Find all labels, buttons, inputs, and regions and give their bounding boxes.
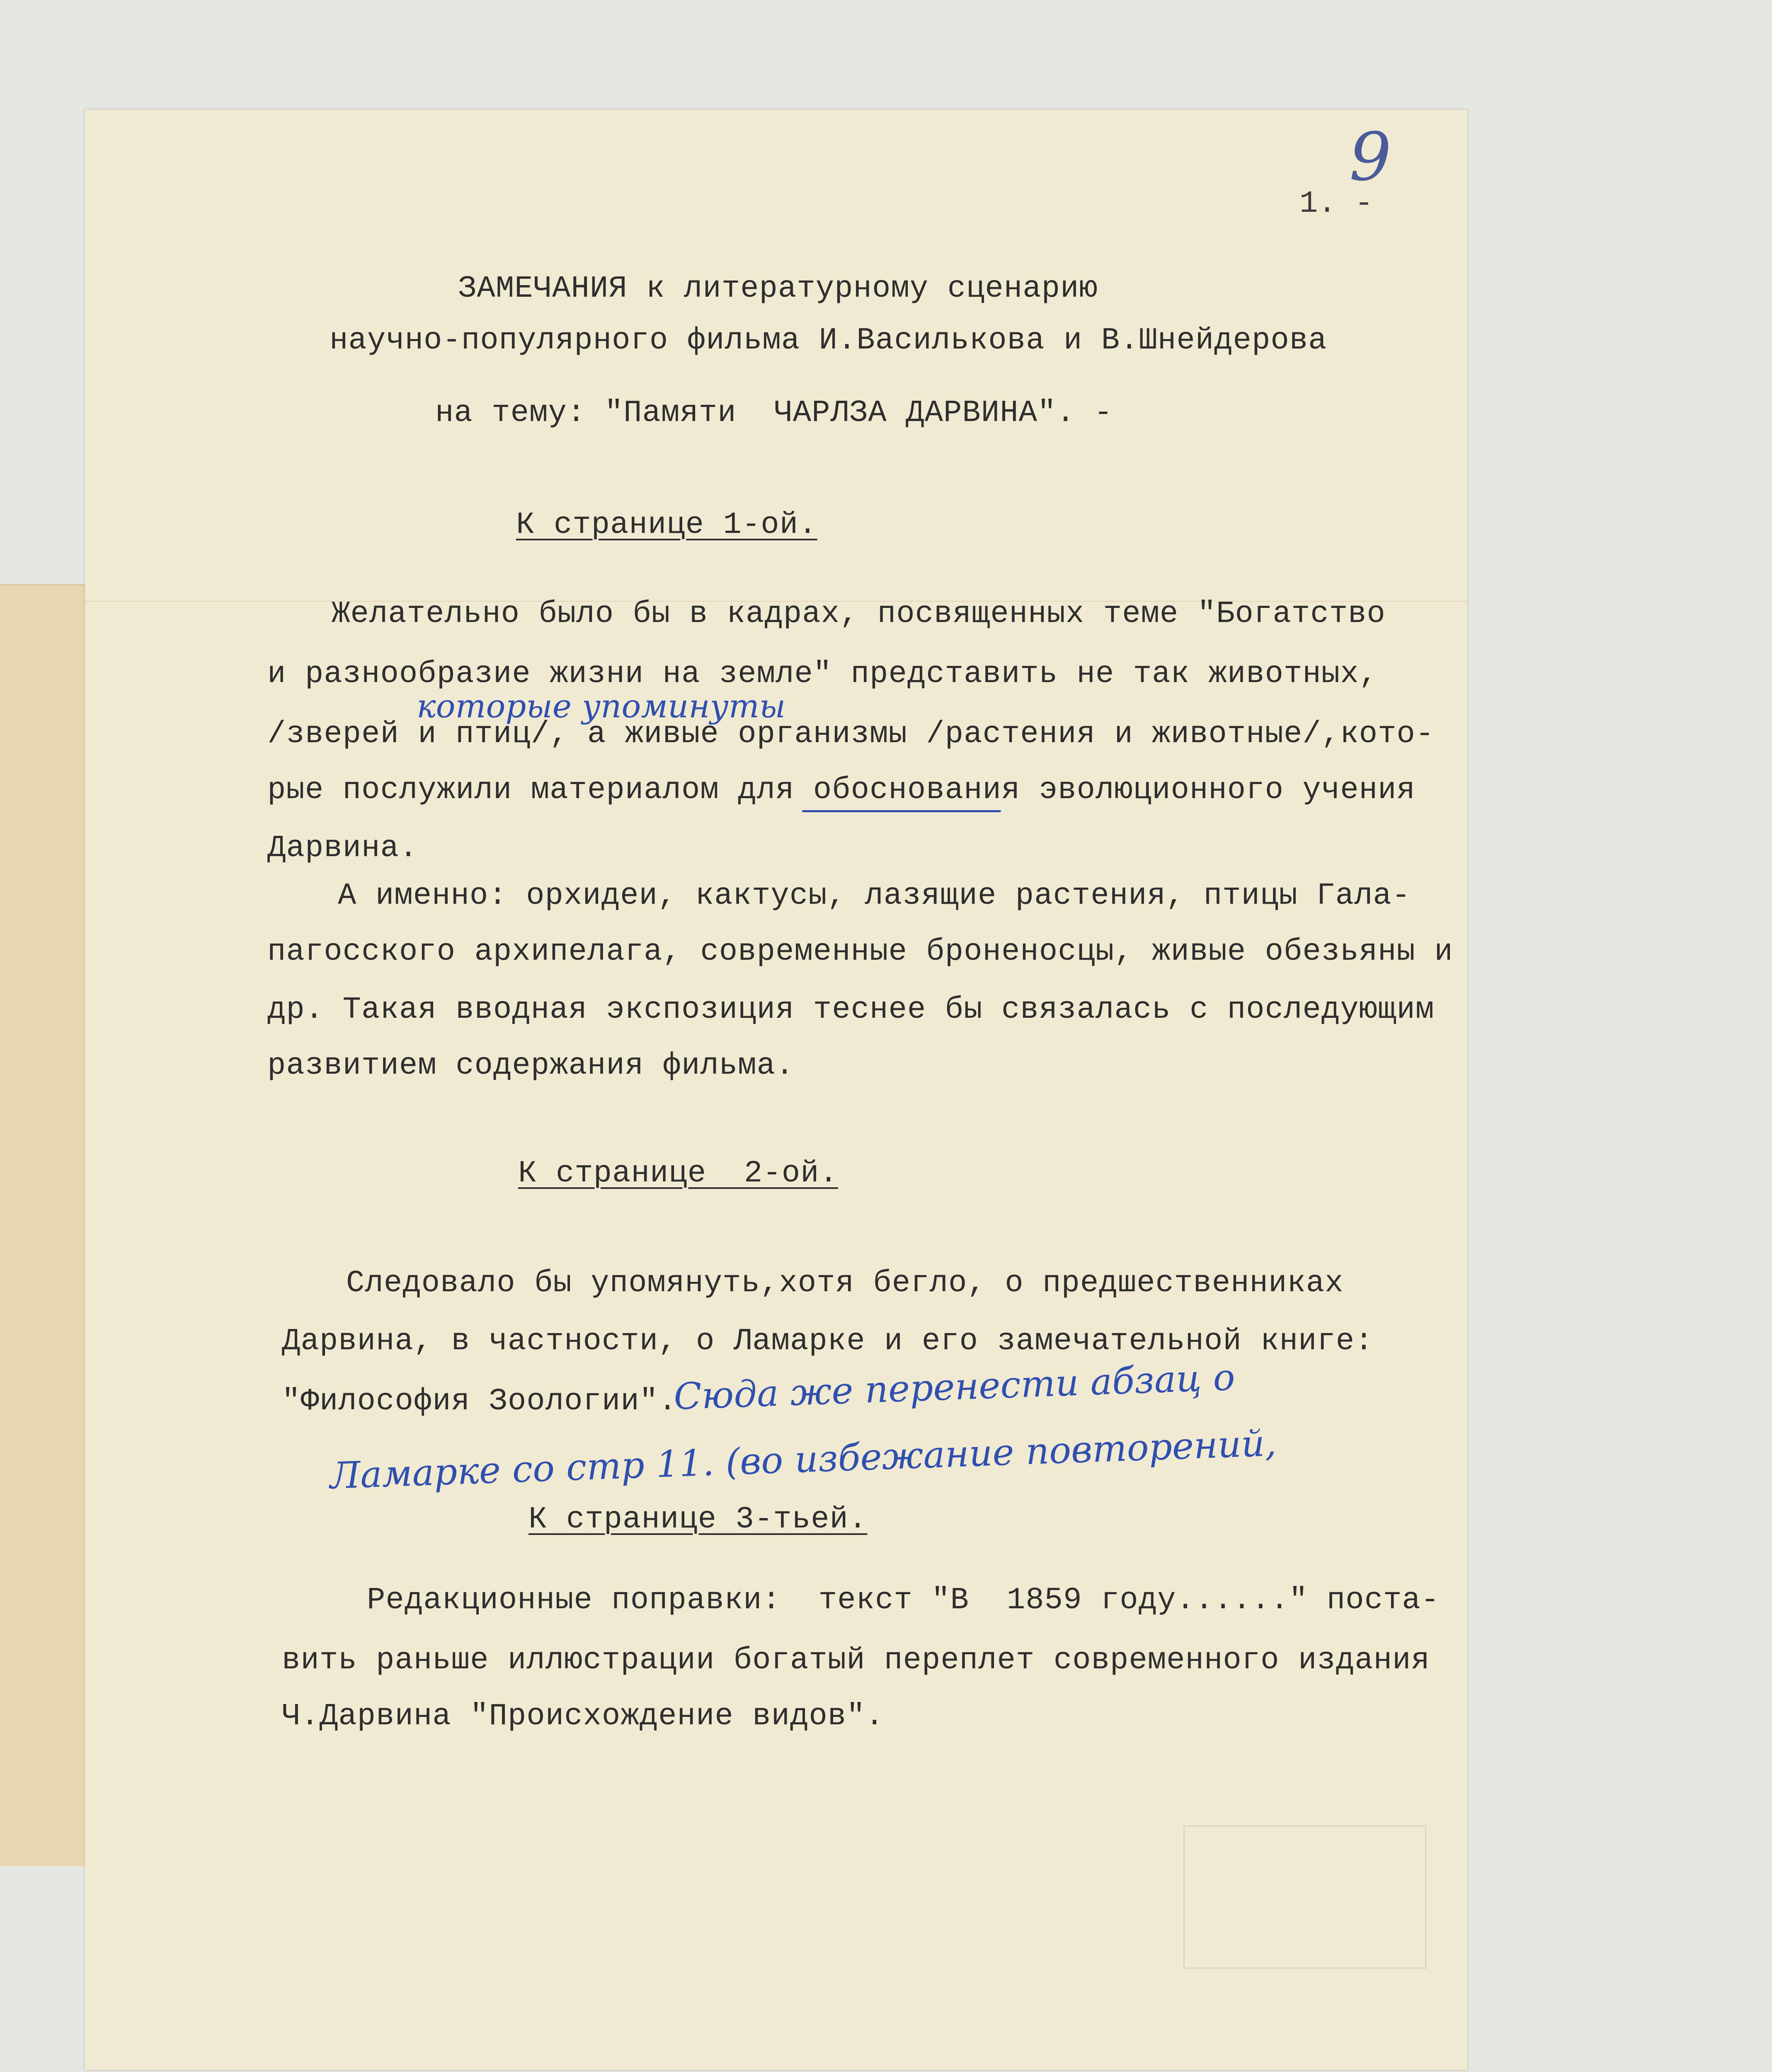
body-line: Дарвина, в частности, о Ламарке и его замечательной книге: [282, 1324, 1374, 1359]
body-line: "Философия Зоологии". [282, 1384, 677, 1419]
body-line: Следовало бы упомянуть,хотя бегло, о предшественниках [346, 1266, 1344, 1301]
document-page [85, 110, 1467, 2070]
body-line: и разнообразие жизни на земле" представить не так животных, [267, 657, 1378, 692]
body-line: Дарвина. [267, 831, 418, 866]
archive-folio-number: 9 [1349, 118, 1391, 196]
handwritten-underline [802, 810, 1001, 812]
body-line: А именно: орхидеи, кактусы, лазящие растения, птицы Гала- [338, 879, 1411, 913]
body-line: др. Такая вводная экспозиция теснее бы связалась с последующим [267, 992, 1435, 1027]
page-number: 1. - [1299, 186, 1373, 221]
body-line: вить раньше иллюстрации богатый переплет современного издания [282, 1643, 1430, 1678]
title-line-1: ЗАМЕЧАНИЯ к литературному сценарию [458, 271, 1098, 306]
section-heading-2: К странице 2-ой. [518, 1156, 838, 1191]
body-line: рые послужили материалом для обоснования эволюционного учения [267, 773, 1416, 808]
title-line-2: научно-популярного фильма И.Василькова и В.Шнейдерова [330, 323, 1327, 358]
body-line: Редакционные поправки: текст "В 1859 году......" поста- [367, 1583, 1440, 1618]
body-line: Ч.Дарвина "Происхождение видов". [282, 1699, 885, 1734]
handwritten-note-line-2: Ламарке со стр 11. (во избежание повторений, [329, 1421, 1277, 1497]
handwritten-insertion: которые упоминуты [417, 688, 786, 725]
section-heading-1: К странице 1-ой. [516, 508, 817, 542]
title-line-3: на тему: "Памяти ЧАРЛЗА ДАРВИНА". - [435, 396, 1113, 431]
section-heading-3: К странице 3-тьей. [528, 1502, 868, 1537]
body-line: пагосского архипелага, современные броненосцы, живые обезьяны и [267, 934, 1453, 969]
faded-stamp [1183, 1825, 1426, 1969]
handwritten-note-line-1: Сюда же перенести абзац о [673, 1356, 1236, 1418]
body-line: развитием содержания фильма. [267, 1048, 795, 1083]
body-line: Желательно было бы в кадрах, посвященных теме "Богатство [332, 597, 1386, 632]
body-line: /зверей и птиц/, а живые организмы /растения и животные/,кото- [267, 717, 1435, 752]
